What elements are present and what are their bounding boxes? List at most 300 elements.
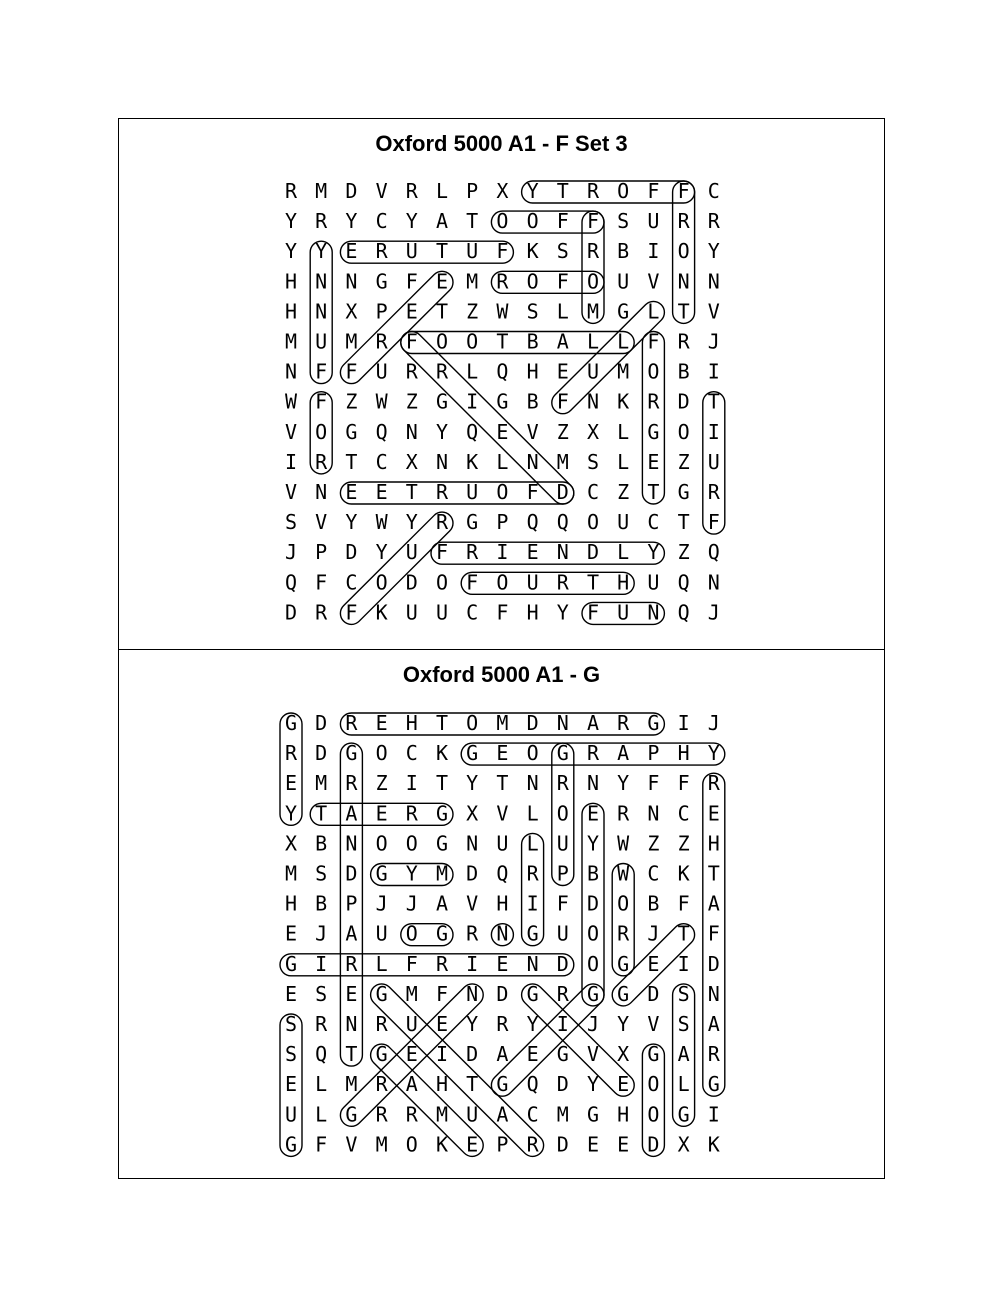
- grid-cell-letter: U: [617, 510, 630, 535]
- grid-cell-letter: T: [345, 449, 358, 474]
- grid-cell-letter: E: [405, 1042, 418, 1067]
- grid-cell-letter: G: [526, 981, 539, 1006]
- grid-cell-letter: L: [435, 179, 449, 203]
- grid-cell-letter: O: [586, 269, 600, 294]
- grid-cell-letter: Z: [466, 299, 479, 324]
- grid-cell-letter: N: [586, 389, 600, 414]
- grid-cell-letter: N: [707, 570, 720, 595]
- grid-cell-letter: G: [647, 711, 660, 735]
- grid-cell-letter: R: [586, 179, 600, 203]
- grid-cell-letter: Q: [556, 510, 569, 535]
- grid-cell-letter: Y: [707, 239, 720, 264]
- grid-cell-letter: T: [466, 209, 479, 234]
- grid-cell-letter: A: [617, 741, 630, 766]
- grid-cell-letter: T: [435, 299, 449, 324]
- grid-cell-letter: F: [556, 389, 569, 414]
- grid-cell-letter: O: [315, 419, 328, 444]
- grid-cell-letter: T: [556, 179, 569, 203]
- grid-cell-letter: I: [707, 419, 720, 444]
- grid-cell-letter: F: [526, 480, 539, 504]
- grid-cell-letter: D: [556, 951, 569, 976]
- grid-cell-letter: O: [526, 269, 539, 294]
- grid-cell-letter: N: [647, 801, 660, 826]
- grid-cell-letter: C: [526, 1102, 539, 1127]
- grid-cell-letter: O: [526, 741, 539, 766]
- grid-cell-letter: Y: [586, 831, 600, 856]
- grid-cell-letter: H: [496, 891, 509, 916]
- grid-cell-letter: J: [707, 711, 720, 735]
- grid-cell-letter: R: [315, 600, 328, 625]
- grid-cell-letter: O: [647, 1102, 660, 1127]
- grid-cell-letter: K: [677, 861, 690, 886]
- grid-cell-letter: G: [435, 831, 449, 856]
- grid-cell-letter: G: [647, 1042, 660, 1067]
- grid-cell-letter: M: [466, 269, 479, 294]
- grid-cell-letter: U: [647, 209, 660, 234]
- grid-cell-letter: Y: [405, 510, 418, 535]
- grid-cell-letter: O: [677, 419, 690, 444]
- grid-cell-letter: W: [284, 389, 298, 414]
- grid-cell-letter: M: [556, 1102, 569, 1127]
- grid-cell-letter: I: [556, 1012, 569, 1036]
- grid-cell-letter: U: [647, 570, 660, 595]
- grid-cell-letter: Q: [526, 1072, 539, 1097]
- grid-cell-letter: U: [556, 921, 569, 946]
- grid-cell-letter: W: [617, 861, 630, 886]
- grid-cell-letter: Y: [466, 1012, 479, 1036]
- grid-cell-letter: F: [315, 1132, 328, 1157]
- grid-cell-letter: Q: [315, 1042, 328, 1067]
- grid-cell-letter: V: [647, 269, 660, 294]
- grid-cell-letter: E: [526, 540, 539, 565]
- grid-cell-letter: N: [435, 449, 449, 474]
- grid-cell-letter: U: [405, 540, 418, 565]
- grid-cell-letter: Y: [586, 1072, 600, 1097]
- grid-cell-letter: Q: [466, 419, 479, 444]
- grid-cell-letter: R: [617, 921, 630, 946]
- grid-cell-letter: E: [556, 359, 569, 384]
- grid-cell-letter: U: [405, 239, 418, 264]
- grid-cell-letter: A: [707, 1012, 720, 1036]
- grid-cell-letter: U: [375, 359, 388, 384]
- grid-cell-letter: I: [284, 449, 298, 474]
- grid-cell-letter: M: [345, 329, 358, 354]
- grid-cell-letter: F: [556, 209, 569, 234]
- grid-cell-letter: J: [707, 329, 720, 354]
- grid-cell-letter: L: [315, 1072, 328, 1097]
- grid-cell-letter: F: [345, 600, 358, 625]
- grid-cell-letter: S: [617, 209, 630, 234]
- grid-cell-letter: R: [586, 741, 600, 766]
- grid-cell-letter: E: [617, 1072, 630, 1097]
- grid-cell-letter: E: [707, 801, 720, 826]
- grid-cell-letter: U: [617, 600, 630, 625]
- grid-cell-letter: L: [526, 831, 539, 856]
- grid-cell-letter: Z: [677, 540, 690, 565]
- grid-cell-letter: A: [496, 1102, 509, 1127]
- grid-cell-letter: O: [405, 921, 418, 946]
- grid-cell-letter: S: [586, 449, 600, 474]
- grid-cell-letter: R: [707, 771, 720, 796]
- grid-cell-letter: O: [586, 951, 600, 976]
- grid-cell-letter: I: [466, 951, 479, 976]
- grid-cell-letter: V: [375, 179, 388, 203]
- grid-cell-letter: D: [556, 1132, 569, 1157]
- grid-cell-letter: U: [556, 831, 569, 856]
- grid-cell-letter: U: [405, 600, 418, 625]
- grid-cell-letter: V: [586, 1042, 600, 1067]
- grid-cell-letter: Y: [435, 419, 449, 444]
- grid-cell-letter: R: [345, 951, 358, 976]
- grid-cell-letter: A: [435, 209, 449, 234]
- grid-cell-letter: X: [284, 831, 298, 856]
- grid-cell-letter: N: [647, 600, 660, 625]
- grid-cell-letter: S: [526, 299, 539, 324]
- grid-cell-letter: O: [526, 209, 539, 234]
- grid-cell-letter: I: [647, 239, 660, 264]
- grid-cell-letter: F: [315, 570, 328, 595]
- grid-cell-letter: D: [647, 981, 660, 1006]
- grid-cell-letter: R: [496, 269, 509, 294]
- grid-cell-letter: H: [405, 711, 418, 735]
- grid-cell-letter: P: [375, 299, 388, 324]
- grid-cell-letter: L: [315, 1102, 328, 1127]
- grid-cell-letter: T: [586, 570, 600, 595]
- grid-cell-letter: H: [617, 1102, 630, 1127]
- grid-cell-letter: R: [556, 570, 569, 595]
- grid-cell-letter: L: [617, 449, 630, 474]
- grid-cell-letter: D: [315, 741, 328, 766]
- grid-cell-letter: B: [526, 389, 539, 414]
- grid-cell-letter: R: [345, 711, 358, 735]
- grid-cell-letter: L: [556, 299, 569, 324]
- grid-cell-letter: G: [647, 419, 660, 444]
- grid-cell-letter: D: [496, 981, 509, 1006]
- grid-cell-letter: G: [284, 951, 298, 976]
- grid-cell-letter: G: [617, 981, 630, 1006]
- grid-cell-letter: V: [707, 299, 720, 324]
- grid-cell-letter: M: [405, 981, 418, 1006]
- grid-cell-letter: G: [707, 1072, 720, 1097]
- grid-cell-letter: G: [345, 741, 358, 766]
- grid-cell-letter: L: [526, 801, 539, 826]
- grid-cell-letter: U: [284, 1102, 298, 1127]
- grid-cell-letter: F: [435, 540, 449, 565]
- grid-cell-letter: O: [375, 741, 388, 766]
- grid-cell-letter: R: [556, 771, 569, 796]
- grid-cell-letter: H: [617, 570, 630, 595]
- grid-cell-letter: L: [647, 299, 660, 324]
- grid-cell-letter: Z: [375, 771, 388, 796]
- grid-cell-letter: E: [586, 801, 600, 826]
- grid-cell-letter: E: [345, 239, 358, 264]
- grid-cell-letter: G: [375, 269, 388, 294]
- grid-cell-letter: V: [315, 510, 328, 535]
- grid-cell-letter: G: [284, 711, 298, 735]
- grid-cell-letter: F: [707, 921, 720, 946]
- grid-cell-letter: Y: [284, 239, 298, 264]
- grid-cell-letter: F: [677, 891, 690, 916]
- grid-cell-letter: R: [375, 1012, 388, 1036]
- grid-cell-letter: G: [496, 1072, 509, 1097]
- grid-cell-letter: N: [345, 269, 358, 294]
- grid-cell-letter: V: [284, 480, 298, 504]
- grid-cell-letter: N: [586, 771, 600, 796]
- grid-cell-letter: Y: [375, 540, 388, 565]
- grid-cell-letter: G: [556, 1042, 569, 1067]
- grid-cell-letter: F: [345, 359, 358, 384]
- grid-cell-letter: W: [375, 389, 388, 414]
- grid-cell-letter: I: [677, 951, 690, 976]
- grid-cell-letter: C: [405, 741, 418, 766]
- grid-cell-letter: D: [586, 540, 600, 565]
- grid-cell-letter: I: [526, 891, 539, 916]
- grid-cell-letter: G: [435, 921, 449, 946]
- grid-cell-letter: I: [405, 771, 418, 796]
- grid-cell-letter: G: [435, 389, 449, 414]
- grid-cell-letter: Z: [345, 389, 358, 414]
- grid-cell-letter: R: [496, 1012, 509, 1036]
- grid-cell-letter: P: [556, 861, 569, 886]
- grid-cell-letter: A: [556, 329, 569, 354]
- grid-cell-letter: H: [707, 831, 720, 856]
- grid-cell-letter: E: [466, 1132, 479, 1157]
- grid-cell-letter: I: [707, 1102, 720, 1127]
- grid-cell-letter: C: [586, 480, 600, 504]
- grid-cell-letter: X: [586, 419, 600, 444]
- grid-cell-letter: X: [466, 801, 479, 826]
- grid-cell-letter: H: [526, 600, 539, 625]
- grid-cell-letter: C: [647, 861, 660, 886]
- grid-cell-letter: E: [375, 711, 388, 735]
- grid-cell-letter: D: [284, 600, 298, 625]
- grid-cell-letter: Y: [345, 209, 358, 234]
- grid-cell-letter: O: [405, 831, 418, 856]
- grid-cell-letter: F: [556, 269, 569, 294]
- grid-cell-letter: T: [647, 480, 660, 504]
- grid-cell-letter: U: [435, 600, 449, 625]
- grid-cell-letter: M: [586, 299, 600, 324]
- grid-cell-letter: R: [617, 711, 630, 735]
- grid-cell-letter: U: [466, 239, 479, 264]
- grid-cell-letter: M: [375, 1132, 388, 1157]
- grid-cell-letter: B: [315, 891, 328, 916]
- grid-cell-letter: E: [647, 449, 660, 474]
- grid-cell-letter: D: [345, 540, 358, 565]
- grid-cell-letter: K: [435, 741, 449, 766]
- grid-cell-letter: V: [526, 419, 539, 444]
- grid-cell-letter: R: [526, 1132, 539, 1157]
- grid-cell-letter: O: [466, 329, 479, 354]
- grid-cell-letter: J: [405, 891, 418, 916]
- grid-cell-letter: R: [405, 801, 418, 826]
- grid-cell-letter: T: [435, 239, 449, 264]
- grid-cell-letter: T: [466, 1072, 479, 1097]
- grid-cell-letter: Y: [466, 771, 479, 796]
- grid-cell-letter: R: [435, 510, 449, 535]
- grid-cell-letter: O: [375, 570, 388, 595]
- grid-cell-letter: R: [677, 329, 690, 354]
- grid-cell-letter: E: [345, 480, 358, 504]
- grid-cell-letter: N: [466, 831, 479, 856]
- grid-cell-letter: U: [526, 570, 539, 595]
- grid-cell-letter: F: [647, 179, 660, 203]
- grid-cell-letter: F: [466, 570, 479, 595]
- grid-cell-letter: S: [315, 861, 328, 886]
- grid-cell-letter: U: [466, 480, 479, 504]
- grid-cell-letter: K: [466, 449, 479, 474]
- grid-cell-letter: J: [707, 600, 720, 625]
- grid-cell-letter: R: [707, 480, 720, 504]
- grid-cell-letter: F: [405, 269, 418, 294]
- grid-cell-letter: A: [496, 1042, 509, 1067]
- puzzle-1-title: Oxford 5000 A1 - F Set 3: [375, 131, 628, 156]
- grid-cell-letter: Z: [405, 389, 418, 414]
- grid-cell-letter: H: [284, 891, 298, 916]
- grid-cell-letter: N: [707, 269, 720, 294]
- grid-cell-letter: Q: [496, 359, 509, 384]
- grid-cell-letter: L: [586, 329, 600, 354]
- grid-cell-letter: E: [284, 771, 298, 796]
- grid-cell-letter: W: [375, 510, 388, 535]
- grid-cell-letter: O: [405, 1132, 418, 1157]
- grid-cell-letter: O: [586, 921, 600, 946]
- grid-cell-letter: R: [556, 981, 569, 1006]
- grid-cell-letter: O: [617, 891, 630, 916]
- grid-cell-letter: H: [284, 299, 298, 324]
- grid-cell-letter: E: [284, 921, 298, 946]
- grid-cell-letter: Y: [707, 741, 720, 766]
- grid-cell-letter: X: [345, 299, 358, 324]
- grid-cell-letter: A: [345, 801, 358, 826]
- grid-cell-letter: O: [586, 510, 600, 535]
- grid-cell-letter: B: [677, 359, 690, 384]
- grid-cell-letter: S: [677, 981, 690, 1006]
- grid-cell-letter: R: [375, 329, 388, 354]
- grid-cell-letter: K: [707, 1132, 720, 1157]
- grid-cell-letter: Q: [526, 510, 539, 535]
- grid-cell-letter: D: [707, 951, 720, 976]
- grid-cell-letter: Z: [647, 831, 660, 856]
- grid-cell-letter: R: [677, 209, 690, 234]
- grid-cell-letter: I: [496, 540, 509, 565]
- grid-cell-letter: L: [617, 540, 630, 565]
- grid-cell-letter: N: [526, 951, 539, 976]
- grid-cell-letter: A: [345, 921, 358, 946]
- grid-cell-letter: M: [284, 329, 298, 354]
- grid-cell-letter: F: [677, 179, 690, 203]
- grid-cell-letter: Y: [405, 861, 418, 886]
- grid-cell-letter: D: [466, 861, 479, 886]
- letter-grid: [285, 711, 721, 1156]
- grid-cell-letter: Q: [677, 570, 690, 595]
- grid-cell-letter: G: [345, 419, 358, 444]
- grid-cell-letter: D: [405, 570, 418, 595]
- grid-cell-letter: R: [526, 861, 539, 886]
- grid-cell-letter: Z: [677, 449, 690, 474]
- grid-cell-letter: H: [526, 359, 539, 384]
- grid-cell-letter: R: [345, 771, 358, 796]
- grid-cell-letter: G: [375, 861, 388, 886]
- grid-cell-letter: R: [315, 1012, 328, 1036]
- grid-cell-letter: T: [707, 389, 720, 414]
- grid-cell-letter: M: [496, 711, 509, 735]
- grid-cell-letter: O: [466, 711, 479, 735]
- grid-cell-letter: L: [496, 449, 509, 474]
- grid-cell-letter: Y: [315, 239, 328, 264]
- grid-cell-letter: E: [405, 299, 418, 324]
- grid-cell-letter: D: [556, 480, 569, 504]
- grid-cell-letter: N: [345, 831, 358, 856]
- grid-cell-letter: D: [466, 1042, 479, 1067]
- grid-cell-letter: N: [526, 771, 539, 796]
- grid-cell-letter: A: [586, 711, 600, 735]
- grid-cell-letter: V: [345, 1132, 358, 1157]
- grid-cell-letter: G: [586, 981, 600, 1006]
- puzzle-2-title: Oxford 5000 A1 - G: [402, 662, 601, 687]
- grid-cell-letter: G: [345, 1102, 358, 1127]
- grid-cell-letter: V: [496, 801, 509, 826]
- grid-cell-letter: R: [375, 1072, 388, 1097]
- grid-cell-letter: D: [677, 389, 690, 414]
- grid-cell-letter: S: [284, 1042, 298, 1067]
- grid-cell-letter: Q: [496, 861, 509, 886]
- grid-cell-letter: F: [435, 981, 449, 1006]
- grid-cell-letter: E: [496, 741, 509, 766]
- grid-cell-letter: R: [315, 209, 328, 234]
- grid-cell-letter: L: [375, 951, 388, 976]
- grid-cell-letter: C: [345, 570, 358, 595]
- grid-cell-letter: Y: [647, 540, 660, 565]
- grid-cell-letter: O: [647, 359, 660, 384]
- grid-cell-letter: U: [496, 831, 509, 856]
- grid-cell-letter: Y: [617, 771, 630, 796]
- grid-cell-letter: S: [284, 1012, 298, 1036]
- grid-cell-letter: U: [707, 449, 720, 474]
- grid-cell-letter: T: [435, 711, 449, 735]
- grid-cell-letter: G: [617, 299, 630, 324]
- grid-cell-letter: G: [375, 1042, 388, 1067]
- grid-cell-letter: E: [617, 1132, 630, 1157]
- grid-cell-letter: R: [375, 1102, 388, 1127]
- grid-cell-letter: F: [405, 329, 418, 354]
- grid-cell-letter: O: [556, 801, 569, 826]
- grid-cell-letter: Y: [345, 510, 358, 535]
- grid-cell-letter: A: [677, 1042, 690, 1067]
- grid-cell-letter: T: [496, 771, 509, 796]
- grid-cell-letter: I: [677, 711, 690, 735]
- grid-cell-letter: N: [526, 449, 539, 474]
- found-word-greet: [366, 979, 548, 1161]
- grid-cell-letter: X: [677, 1132, 690, 1157]
- grid-cell-letter: S: [284, 510, 298, 535]
- grid-cell-letter: M: [435, 1102, 449, 1127]
- grid-cell-letter: F: [315, 389, 328, 414]
- grid-cell-letter: I: [707, 359, 720, 384]
- grid-cell-letter: K: [526, 239, 539, 264]
- grid-cell-letter: J: [375, 891, 388, 916]
- grid-cell-letter: L: [617, 329, 630, 354]
- grid-cell-letter: N: [677, 269, 690, 294]
- grid-cell-letter: T: [345, 1042, 358, 1067]
- grid-cell-letter: F: [707, 510, 720, 535]
- grid-cell-letter: P: [496, 510, 509, 535]
- grid-cell-letter: Z: [677, 831, 690, 856]
- grid-cell-letter: G: [466, 741, 479, 766]
- grid-cell-letter: Y: [284, 801, 298, 826]
- grid-cell-letter: O: [496, 570, 509, 595]
- grid-cell-letter: R: [435, 480, 449, 504]
